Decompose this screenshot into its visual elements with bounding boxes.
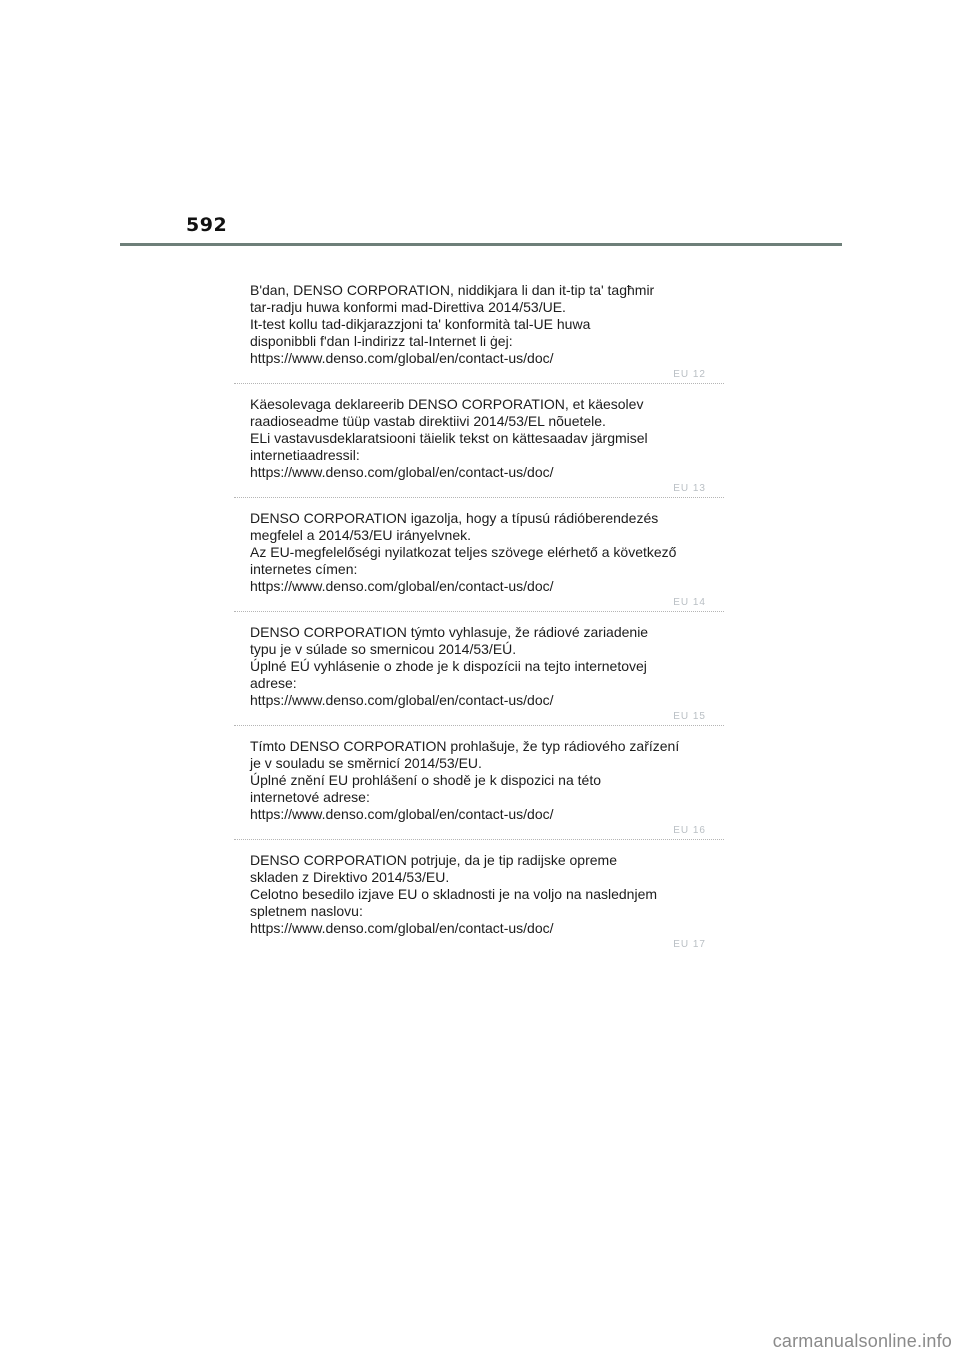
declaration-line: Tímto DENSO CORPORATION prohlašuje, že typ rádiového zařízení [250,738,680,754]
declaration-line: typu je v súlade so smernicou 2014/53/EÚ. [250,641,517,657]
declaration-line: ELi vastavusdeklaratsiooni täielik tekst on kättesaadav järgmisel [250,430,648,446]
declaration-line: DENSO CORPORATION týmto vyhlasuje, že rádiové zariadenie [250,624,649,640]
section-code: EU 16 [673,825,706,836]
declaration-line: internetiaadressil: [250,447,360,463]
declaration-line: internetové adrese: [250,789,370,805]
declaration-text [250,852,720,937]
declaration-line: tar-radju huwa konformi mad-Direttiva 2014/53/UE. [250,299,566,315]
declaration-line: DENSO CORPORATION igazolja, hogy a típusú rádióberendezés [250,510,659,526]
declaration-line: internetes címen: [250,561,358,577]
declaration-line: adrese: [250,675,297,691]
declaration-url: https://www.denso.com/global/en/contact-us/doc/ [250,920,554,936]
section-code: EU 14 [673,597,706,608]
declaration-text [250,282,720,367]
declaration-line: B'dan, DENSO CORPORATION, niddikjara li dan it-tip ta' tagħmir [250,282,655,298]
declaration-line: Úplné EÚ vyhlásenie o zhode je k dispozícii na tejto internetovej [250,658,647,674]
header-divider [120,243,842,246]
declaration-text [250,396,720,481]
section-code: EU 12 [673,369,706,380]
declaration-section-slovak [234,622,724,736]
section-code: EU 15 [673,711,706,722]
declaration-line: It-test kollu tad-dikjarazzjoni ta' konformità tal-UE huwa [250,316,591,332]
declaration-line: je v souladu se směrnicí 2014/53/EU. [250,755,482,771]
declaration-text [250,738,720,823]
declaration-text [250,624,720,709]
declaration-url: https://www.denso.com/global/en/contact-us/doc/ [250,464,554,480]
declaration-url: https://www.denso.com/global/en/contact-us/doc/ [250,806,554,822]
declaration-url: https://www.denso.com/global/en/contact-us/doc/ [250,350,554,366]
declaration-url: https://www.denso.com/global/en/contact-us/doc/ [250,692,554,708]
section-code: EU 17 [673,939,706,950]
declaration-section-slovenian [234,850,724,964]
watermark: carmanualsonline.info [772,1331,952,1351]
section-divider [234,497,724,498]
section-divider [234,725,724,726]
declaration-section-hungarian [234,508,724,622]
section-divider [234,839,724,840]
declaration-line: Käesolevaga deklareerib DENSO CORPORATION, et käesolev [250,396,644,412]
declaration-list [234,280,724,964]
declaration-line: disponibbli f'dan l-indirizz tal-Internet li ġej: [250,333,513,349]
declaration-line: Az EU-megfelelőségi nyilatkozat teljes szövege elérhető a következő [250,544,677,560]
page-number: 592 [186,214,228,236]
declaration-line: raadioseadme tüüp vastab direktiivi 2014/53/EL nõuetele. [250,413,606,429]
declaration-section-czech [234,736,724,850]
section-divider [234,383,724,384]
declaration-line: skladen z Direktivo 2014/53/EU. [250,869,450,885]
section-divider [234,611,724,612]
declaration-line: DENSO CORPORATION potrjuje, da je tip radijske opreme [250,852,617,868]
declaration-line: spletnem naslovu: [250,903,363,919]
declaration-line: Celotno besedilo izjave EU o skladnosti je na voljo na naslednjem [250,886,658,902]
declaration-line: Úplné znění EU prohlášení o shodě je k dispozici na této [250,772,601,788]
declaration-section-maltese [234,280,724,394]
declaration-line: megfelel a 2014/53/EU irányelvnek. [250,527,472,543]
section-code: EU 13 [673,483,706,494]
declaration-url: https://www.denso.com/global/en/contact-us/doc/ [250,578,554,594]
declaration-text [250,510,720,595]
declaration-section-estonian [234,394,724,508]
